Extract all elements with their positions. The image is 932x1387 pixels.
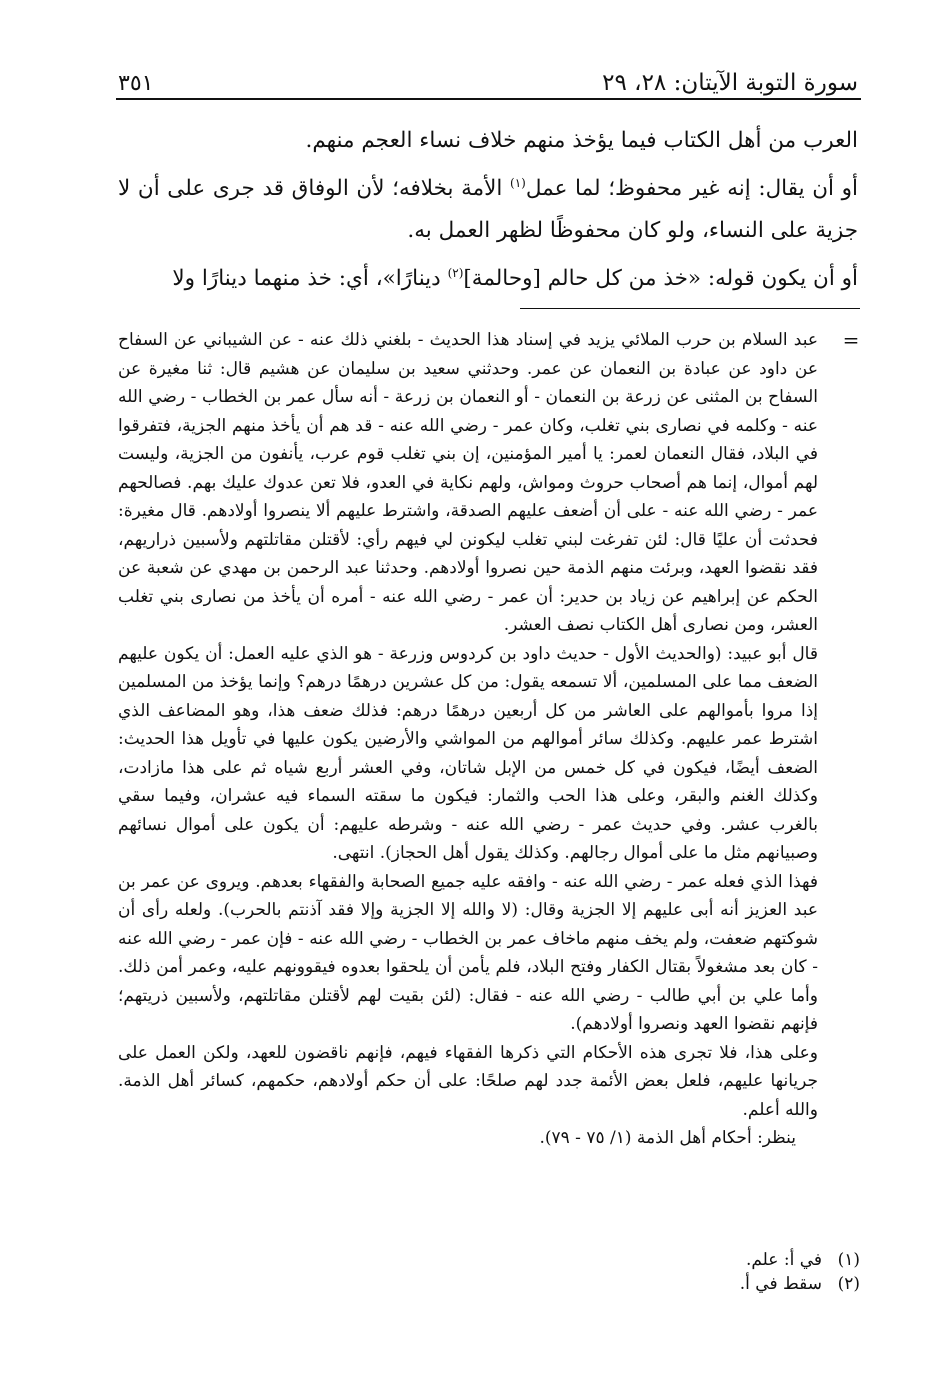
note-paragraph: عبد السلام بن حرب الملائي يزيد في إسناد هذا الحديث - بلغني ذلك عنه - عن الشيباني عن السفاح عن داود عن عبادة بن النعمان عن عمر. وحدثني سعيد بن سليمان عن هشيم قال: ثنا مغيرة عن السفاح بن المثنى عن زرعة بن النعمان - أو النعمان بن زرعة - أنه سأل عمر بن الخطاب - رضي الله عنه - وكلمه في نصارى بني تغلب، وكان عمر - رضي الله عنه - قد هم أن يأخذ منهم الجزية، فتفرقوا في البلاد، فقال النعمان لعمر: يا أمير المؤمنين، إن بني تغلب قوم عرب، يأنفون من الجزية، وليست لهم أموال، إنما هم أصحاب حروث ومواش، ولهم نكاية في العدو، فلا تعن عدوك عليك بهم. فصالحهم عمر - رضي الله عنه - على أن أضعف عليهم الصدقة، واشترط عليهم ألا ينصروا أولادهم. قال مغيرة: فحدثت أن عليًا قال: لئن تفرغت لبني تغلب ليكونن لي فيهم رأي: لأقتلن مقاتلتهم ولأسبين ذراريهم، فقد نقضوا العهد، وبرئت منهم الذمة حين نصروا أولادهم. وحدثنا عبد الرحمن بن مهدي عن شعبة عن الحكم عن إبراهيم عن زياد بن حدير: أن عمر - رضي الله عنه - أمره أن يأخذ من نصارى بني تغلب العشر، ومن نصارى أهل الكتاب نصف العشر. [118,330,818,635]
main-text-segment: أو أن يكون قوله: «خذ من كل حالم [وحالمة] [463,266,858,292]
footnote-number: (١) [837,1250,860,1270]
note-paragraph: فهذا الذي فعله عمر - رضي الله عنه - وافقه عليه جميع الصحابة والفقهاء بعدهم. ويروى عن عمر بن عبد العزيز أنه أبى عليهم إلا الجزية وقال: (لا والله إلا الجزية وإلا فقد آذنتم بالحرب). ولعله رأى أن شوكتهم ضعفت، ولم يخف منهم ماخاف عمر بن الخطاب - رضي الله عنه - فإن عمر - رضي الله عنه - كان بعد مشغولاً بقتال الكفار وفتح البلاد، فلم يأمن أن يلحقوا بعدوه فيقوونهم عليه، وعمر أمن ذلك. وأما علي بن أبي طالب - رضي الله عنه - فقال: (لئن بقيت لهم لأقتلن مقاتلتهم، ولأسبين ذريتهم؛ فإنهم نقضوا العهد ونصروا أولادهم). [118,871,818,1034]
footnote [118,1272,860,1296]
footnote-notes [118,326,818,1153]
main-text-segment: أو أن يقال: إنه غير محفوظ؛ لما عمل [525,176,858,202]
main-text [118,120,858,300]
continuation-mark: = [842,328,860,352]
footnote-marker: (١) [510,176,526,190]
footnote [118,1248,860,1272]
footnote-marker: (٢) [447,266,464,281]
footnote-text: سقط في أ. [739,1274,822,1294]
main-paragraph [118,162,858,252]
page-header [118,56,858,96]
footnote-number: (٢) [837,1274,860,1294]
note-paragraph: قال أبو عبيد: (والحديث الأول - حديث داود بن كردوس وزرعة - هو الذي عليه العمل: أن يكون عليهم الضعف مما على المسلمين، ألا تسمعه يقول: من كل عشرين درهمًا درهم؟ وإنما يؤخذ من المسلمين إذا مروا بأموالهم على العاشر من كل أربعين درهمًا درهم: فذلك ضعف هذا، وهو المضاعف الذي اشترط عمر عليهم. وكذلك سائر أموالهم من المواشي والأرضين يكون عليها في تأويل هذا الحديث: الضعف أيضًا، فيكون في كل خمس من الإبل شاتان، وفي العشر أربع شياه ثم على هذا مازادت، وكذلك الغنم والبقر، وعلى هذا الحب والثمار: فيكون ما سقته السماء فيه عشران، وفيما سقي بالغرب عشر. وفي حديث عمر - رضي الله عنه - وشرطه عليهم: أن يكون على أموال نسائهم وصبيانهم مثل ما على أموال رجالهم. وكذلك يقول أهل الحجاز). انتهى. [118,643,818,863]
footnote-divider [520,308,860,309]
note-paragraph: وعلى هذا، فلا تجرى هذه الأحكام التي ذكرها الفقهاء فيهم، فإنهم ناقضون للعهد، ولكن العمل على جريانها عليهم، فلعل بعض الأئمة جدد لهم صلحًا: على أن حكم أولادهم، حكمهم، كسائر أهل الذمة. والله أعلم. [118,1042,818,1120]
page-number: ٣٥١ [118,71,154,96]
note-reference: ينظر: أحكام أهل الذمة (١/ ٧٥ - ٧٩). [539,1128,796,1148]
header-divider [116,98,861,100]
main-line: العرب من أهل الكتاب فيما يؤخذ منهم خلاف نساء العجم منهم. [305,128,858,153]
main-paragraph [118,252,858,300]
footnote-list [118,1248,860,1296]
main-text-segment: دينارًا»، أي: خذ منهما دينارًا ولا [172,266,448,292]
footnote-text: في أ: علم. [745,1250,822,1270]
main-text-segment: الأمة بخلافه؛ لأن الوفاق قد جرى على أن لا جزية على النساء، ولو كان محفوظًا لظهر العمل به. [118,176,858,244]
running-title: سورة التوبة الآيتان: ٢٨، ٢٩ [602,70,858,96]
